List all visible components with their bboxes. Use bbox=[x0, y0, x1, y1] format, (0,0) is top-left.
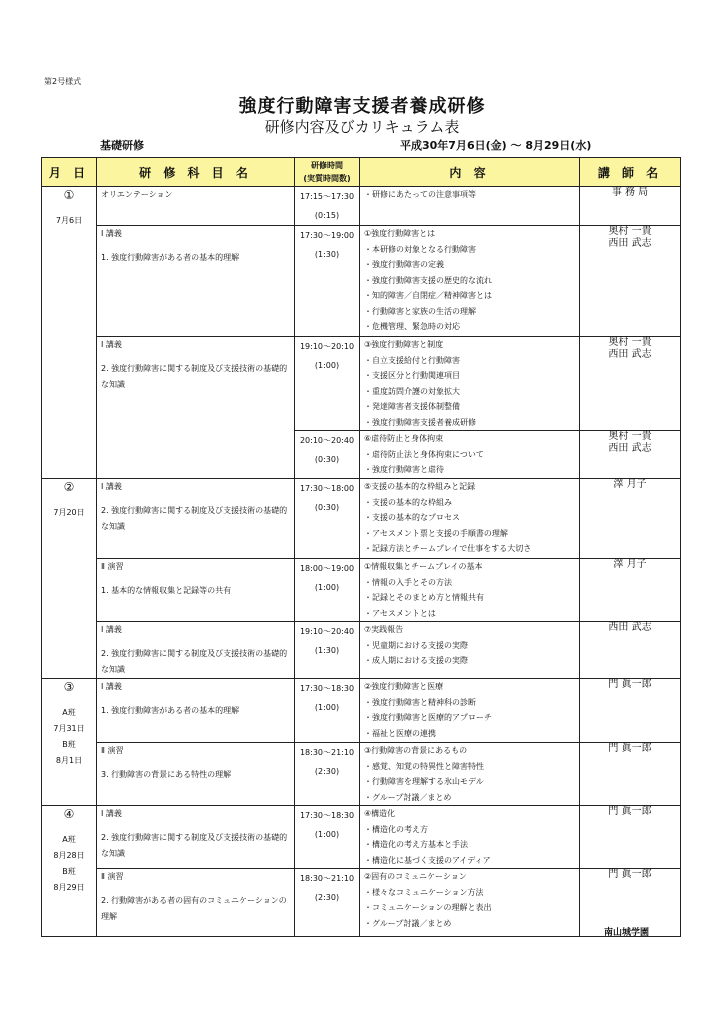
day-number: ② bbox=[63, 480, 75, 494]
content-item: ・情報の入手とその方法 bbox=[364, 577, 452, 587]
session-time: 17:15～17:30 bbox=[299, 192, 355, 201]
content-item: ①強度行動障害とは bbox=[364, 229, 436, 238]
session-duration: (0:30) bbox=[314, 503, 340, 512]
instructor-name: 奥村 一貴 bbox=[608, 226, 652, 237]
date-line: 7月20日 bbox=[53, 508, 85, 517]
instructor-cell bbox=[580, 479, 681, 559]
session-type: Ⅰ 講義 bbox=[101, 809, 122, 818]
subject-name: 2. 強度行動障害に関する制度及び支援技術の基礎的な知識 bbox=[101, 506, 288, 531]
session-type: Ⅰ 講義 bbox=[101, 340, 122, 349]
session-date-cell bbox=[42, 479, 97, 679]
date-spacer bbox=[46, 822, 92, 832]
content-item: ・児童期における支援の実際 bbox=[364, 640, 468, 650]
session-row bbox=[42, 806, 681, 869]
session-time: 17:30～18:30 bbox=[299, 684, 355, 693]
time-cell bbox=[295, 479, 360, 559]
content-item: ・知的障害／自閉症／精神障害とは bbox=[364, 291, 492, 300]
session-type: Ⅰ 講義 bbox=[101, 625, 122, 634]
document-title: 強度行動障害支援者養成研修 bbox=[238, 96, 486, 117]
subject-cell bbox=[97, 679, 295, 743]
content-item: ・本研修の対象となる行動障害 bbox=[364, 244, 476, 254]
time-cell bbox=[295, 679, 360, 743]
instructor-name: 門 眞一郎 bbox=[608, 806, 652, 817]
date-line: A班 bbox=[62, 708, 76, 717]
content-cell bbox=[360, 431, 580, 479]
subject-name: オリエンテーション bbox=[101, 190, 173, 199]
instructor-name: 西田 武志 bbox=[608, 349, 652, 360]
subject-cell bbox=[97, 622, 295, 679]
instructor-name: 西田 武志 bbox=[608, 622, 652, 633]
session-time: 17:30～18:00 bbox=[299, 484, 355, 493]
date-line: 8月29日 bbox=[53, 883, 85, 892]
content-item: ・アセスメント票と支援の手順書の理解 bbox=[364, 528, 508, 538]
organization-name: 南山城学園 bbox=[604, 928, 650, 938]
instructor-name: 西田 武志 bbox=[608, 443, 652, 454]
instructor-name: 門 眞一郎 bbox=[608, 679, 652, 690]
date-spacer bbox=[46, 495, 92, 505]
content-item: ・行動障害と家族の生活の理解 bbox=[364, 306, 476, 316]
date-line: 7月31日 bbox=[53, 724, 85, 733]
session-duration: (1:00) bbox=[314, 703, 340, 712]
course-period: 平成30年7月6日(金) ～ 8月29日(水) bbox=[400, 139, 592, 152]
content-cell bbox=[360, 743, 580, 806]
session-row bbox=[42, 679, 681, 743]
session-row bbox=[42, 869, 681, 937]
time-cell bbox=[295, 431, 360, 479]
content-item: ・アセスメントとは bbox=[364, 608, 436, 618]
session-date-cell bbox=[42, 806, 97, 937]
header-time bbox=[295, 158, 360, 187]
instructor-cell bbox=[580, 743, 681, 806]
form-number: 第2号様式 bbox=[44, 77, 82, 86]
content-item: ・支援の基本的な枠組み bbox=[364, 497, 452, 507]
time-cell bbox=[295, 869, 360, 937]
session-row bbox=[42, 479, 681, 559]
session-type: Ⅰ 講義 bbox=[101, 682, 122, 691]
session-row bbox=[42, 226, 681, 337]
instructor-cell bbox=[580, 679, 681, 743]
content-cell bbox=[360, 869, 580, 937]
content-item: ・研修にあたっての注意事項等 bbox=[364, 190, 476, 199]
subject-name: 1. 強度行動障害がある者の基本的理解 bbox=[101, 253, 240, 262]
content-item: ・自立支援給付と行動障害 bbox=[364, 355, 460, 365]
instructor-name: 門 眞一郎 bbox=[608, 869, 652, 880]
session-time: 17:30～19:00 bbox=[299, 231, 355, 240]
content-item: ・構造化の考え方基本と手法 bbox=[364, 840, 468, 849]
content-item: ②強度行動障害と医療 bbox=[364, 682, 444, 691]
session-time: 17:30～18:30 bbox=[299, 811, 355, 820]
subject-cell bbox=[97, 187, 295, 226]
content-item: ・グループ討議／まとめ bbox=[364, 792, 452, 802]
session-row bbox=[42, 622, 681, 679]
content-item: ・重度訪問介護の対象拡大 bbox=[364, 386, 460, 396]
subject-cell bbox=[97, 559, 295, 622]
content-item: ・危機管理、緊急時の対応 bbox=[364, 322, 460, 331]
date-spacer bbox=[46, 695, 92, 705]
date-line: A班 bbox=[62, 835, 76, 844]
time-cell bbox=[295, 743, 360, 806]
content-item: ③行動障害の背景にあるもの bbox=[364, 746, 468, 755]
session-date-cell bbox=[42, 679, 97, 806]
course-name: 基礎研修 bbox=[100, 139, 144, 152]
session-duration: (1:00) bbox=[314, 830, 340, 839]
time-cell bbox=[295, 559, 360, 622]
session-date-cell bbox=[42, 187, 97, 479]
session-type: Ⅰ 講義 bbox=[101, 229, 122, 238]
instructor-cell bbox=[580, 226, 681, 337]
instructor-cell bbox=[580, 337, 681, 431]
subject-name: 2. 強度行動障害に関する制度及び支援技術の基礎的な知識 bbox=[101, 649, 288, 674]
date-line: B班 bbox=[62, 740, 76, 749]
instructor-name: 澤 月子 bbox=[613, 479, 647, 490]
time-cell bbox=[295, 622, 360, 679]
subject-cell bbox=[97, 479, 295, 559]
content-item: ・支援の基本的なプロセス bbox=[364, 513, 460, 522]
content-item: ⑥虐待防止と身体拘束 bbox=[364, 434, 444, 443]
day-number: ③ bbox=[63, 680, 75, 694]
subject-name: 2. 強度行動障害に関する制度及び支援技術の基礎的な知識 bbox=[101, 833, 288, 858]
session-type: Ⅰ 講義 bbox=[101, 482, 122, 491]
content-cell bbox=[360, 622, 580, 679]
content-item: ・福祉と医療の連携 bbox=[364, 728, 436, 738]
subject-name: 2. 行動障害がある者の固有のコミュニケーションの理解 bbox=[101, 896, 287, 921]
subject-cell bbox=[97, 337, 295, 479]
session-duration: (1:00) bbox=[314, 361, 340, 370]
subject-cell bbox=[97, 806, 295, 869]
content-item: ・記録とそのまとめ方と情報共有 bbox=[364, 593, 484, 602]
content-cell bbox=[360, 337, 580, 431]
session-duration: (1:30) bbox=[314, 250, 340, 259]
day-number: ④ bbox=[63, 807, 75, 821]
header-date: 月 日 bbox=[42, 158, 97, 187]
content-item: ・支援区分と行動関連項目 bbox=[364, 371, 460, 380]
instructor-cell bbox=[580, 431, 681, 479]
time-cell bbox=[295, 226, 360, 337]
instructor-name: 澤 月子 bbox=[613, 559, 647, 570]
document-subtitle: 研修内容及びカリキュラム表 bbox=[264, 118, 460, 136]
content-item: ・発達障害者支援体制整備 bbox=[364, 402, 460, 411]
instructor-name: 奥村 一貴 bbox=[608, 337, 652, 348]
session-duration: (1:00) bbox=[314, 583, 340, 592]
day-number: ① bbox=[63, 188, 75, 202]
instructor-cell bbox=[580, 622, 681, 679]
session-type: Ⅱ 演習 bbox=[101, 872, 124, 881]
header-instructor: 講 師 名 bbox=[580, 158, 681, 187]
content-item: ④構造化 bbox=[364, 809, 396, 818]
session-type: Ⅱ 演習 bbox=[101, 562, 124, 571]
date-line: 8月1日 bbox=[55, 756, 83, 765]
content-cell bbox=[360, 479, 580, 559]
subject-name: 1. 強度行動障害がある者の基本的理解 bbox=[101, 706, 240, 715]
subject-name: 3. 行動障害の背景にある特性の理解 bbox=[101, 770, 232, 779]
session-time: 18:30～21:10 bbox=[299, 874, 355, 883]
session-time: 18:00～19:00 bbox=[299, 564, 355, 573]
content-item: ・成人期における支援の実際 bbox=[364, 656, 468, 665]
time-cell bbox=[295, 806, 360, 869]
session-time: 18:30～21:10 bbox=[299, 748, 355, 757]
instructor-name: 門 眞一郎 bbox=[608, 743, 652, 754]
subject-name: 1. 基本的な情報収集と記録等の共有 bbox=[101, 586, 232, 595]
content-item: ③強度行動障害と制度 bbox=[364, 340, 444, 349]
content-item: ②固有のコミュニケーション bbox=[364, 872, 467, 881]
content-item: ・虐待防止法と身体拘束について bbox=[364, 449, 484, 459]
content-item: ⑦実践報告 bbox=[364, 625, 404, 634]
content-item: ・強度行動障害と虐待 bbox=[364, 465, 444, 474]
session-time: 19:10～20:10 bbox=[299, 342, 355, 351]
content-cell bbox=[360, 559, 580, 622]
session-type: Ⅱ 演習 bbox=[101, 746, 124, 755]
time-cell bbox=[295, 187, 360, 226]
session-duration: (0:30) bbox=[314, 455, 340, 464]
content-item: ・強度行動障害支援の歴史的な流れ bbox=[364, 275, 492, 285]
content-cell bbox=[360, 226, 580, 337]
curriculum-table bbox=[41, 157, 681, 937]
content-cell bbox=[360, 187, 580, 226]
content-item: ・感覚、知覚の特異性と障害特性 bbox=[364, 761, 484, 771]
content-item: ・構造化の考え方 bbox=[364, 824, 428, 834]
date-line: 8月28日 bbox=[53, 851, 85, 860]
instructor-name: 奥村 一貴 bbox=[608, 431, 652, 442]
content-item: ・記録方法とチームプレイで仕事をする大切さ bbox=[364, 544, 532, 553]
content-item: ⑤支援の基本的な枠組みと記録 bbox=[364, 482, 476, 491]
content-item: ・強度行動障害支援者養成研修 bbox=[364, 417, 476, 427]
date-line: 7月6日 bbox=[55, 216, 83, 225]
subject-name: 2. 強度行動障害に関する制度及び支援技術の基礎的な知識 bbox=[101, 364, 288, 389]
subject-cell bbox=[97, 869, 295, 937]
session-time: 20:10～20:40 bbox=[299, 436, 355, 445]
time-cell bbox=[295, 337, 360, 431]
session-duration: (2:30) bbox=[314, 893, 340, 902]
content-item: ・様々なコミュニケーション方法 bbox=[364, 887, 484, 897]
date-spacer bbox=[46, 203, 92, 213]
session-row bbox=[42, 187, 681, 226]
content-item: ・強度行動障害の定義 bbox=[364, 260, 444, 269]
content-item: ・コミュニケーションの理解と表出 bbox=[364, 903, 492, 912]
header-content: 内 容 bbox=[360, 158, 580, 187]
session-row bbox=[42, 743, 681, 806]
content-item: ・構造化に基づく支援のアイディア bbox=[364, 855, 491, 865]
instructor-cell bbox=[580, 806, 681, 869]
instructor-cell bbox=[580, 187, 681, 226]
session-time: 19:10～20:40 bbox=[299, 627, 355, 636]
content-item: ・強度行動障害と精神科の診断 bbox=[364, 697, 476, 707]
content-cell bbox=[360, 806, 580, 869]
session-row bbox=[42, 559, 681, 622]
header-time-line2: (実質時間数) bbox=[303, 174, 351, 183]
date-line: B班 bbox=[62, 867, 76, 876]
session-row bbox=[42, 337, 681, 431]
session-duration: (0:15) bbox=[314, 211, 340, 220]
content-item: ・行動障害を理解する氷山モデル bbox=[364, 777, 484, 786]
content-item: ・強度行動障害と医療的アプローチ bbox=[364, 713, 492, 722]
instructor-name: 事 務 局 bbox=[611, 187, 649, 198]
table-header-row bbox=[42, 158, 681, 187]
instructor-name: 西田 武志 bbox=[608, 238, 652, 249]
session-duration: (2:30) bbox=[314, 767, 340, 776]
content-item: ・グループ討議／まとめ bbox=[364, 918, 452, 928]
subject-cell bbox=[97, 226, 295, 337]
header-subject: 研 修 科 目 名 bbox=[97, 158, 295, 187]
subject-cell bbox=[97, 743, 295, 806]
header-time-line1: 研修時間 bbox=[311, 161, 343, 170]
instructor-cell bbox=[580, 559, 681, 622]
content-item: ①情報収集とチームプレイの基本 bbox=[364, 562, 483, 571]
session-duration: (1:30) bbox=[314, 646, 340, 655]
content-cell bbox=[360, 679, 580, 743]
